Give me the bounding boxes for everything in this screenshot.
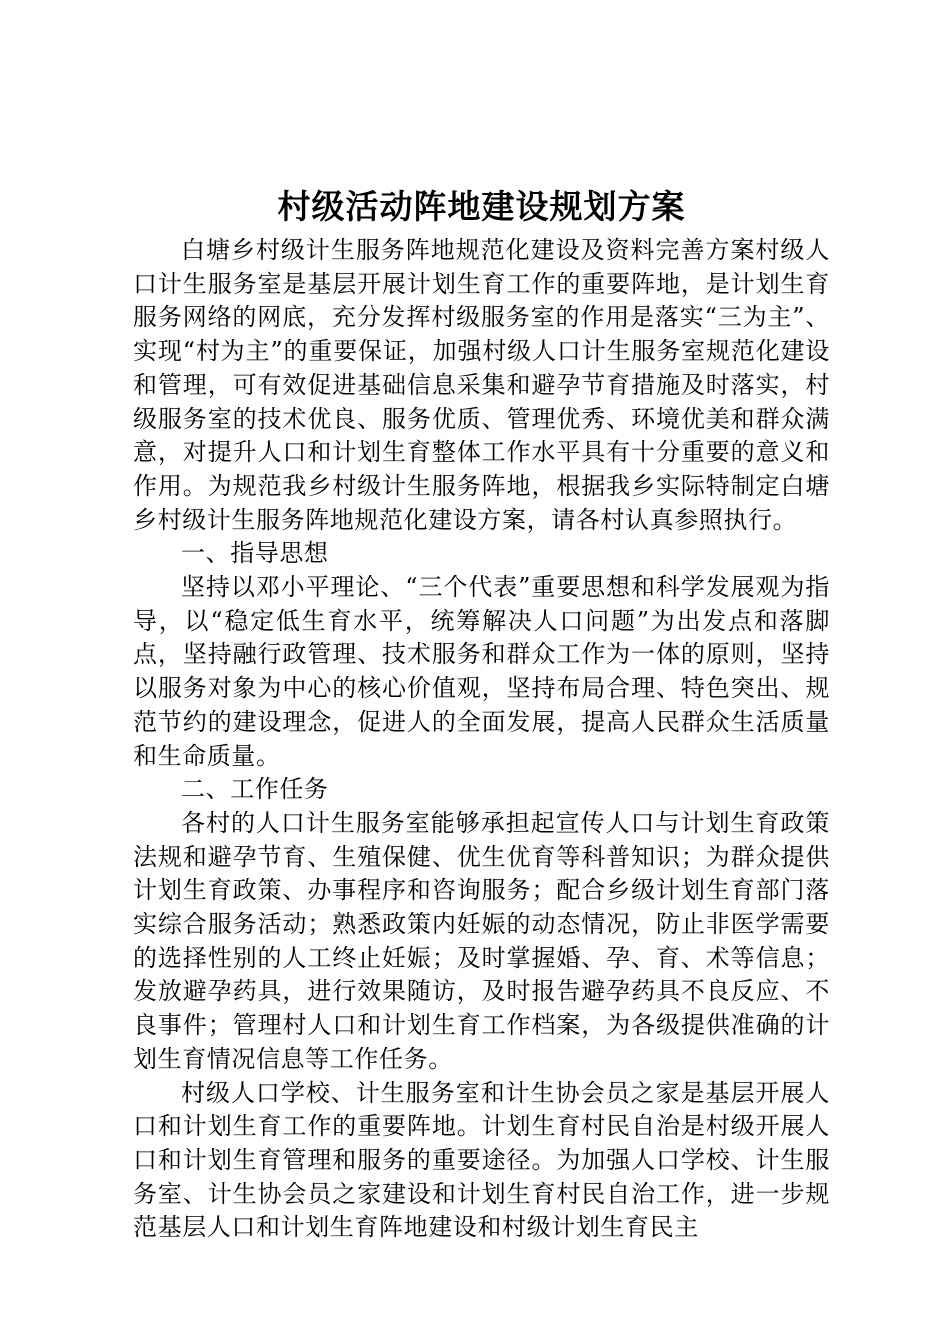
document-page [133, 182, 830, 1245]
section-heading-guiding-ideology: 一、指导思想 [181, 539, 329, 568]
paragraph-work-tasks: 各村的人口计生服务室能够承担起宣传人口与计划生育政策法规和避孕节育、生殖保健、优生优育等科普知识；为群众提供计划生育政策、办事程序和咨询服务；配合乡级计划生育部门落实综合服务活动；熟悉政策内妊娠的动态情况，防止非医学需要的选择性别的人工终止妊娠；及时掌握婚、孕、育、术等信息；发放避孕药具，进行效果随访，及时报告避孕药具不良反应、不良事件；管理村人口和计划生育工作档案，为各级提供准确的计划生育情况信息等工作任务。 [133, 808, 830, 1073]
section-heading-work-tasks: 二、工作任务 [181, 775, 329, 804]
paragraph-intro: 白塘乡村级计生服务阵地规范化建设及资料完善方案村级人口计生服务室是基层开展计划生育工作的重要阵地，是计划生育服务网络的网底，充分发挥村级服务室的作用是落实“三为主”、实现“村为主”的重要保证，加强村级人口计生服务室规范化建设和管理，可有效促进基础信息采集和避孕节育措施及时落实，村级服务室的技术优良、服务优质、管理优秀、环境优美和群众满意，对提升人口和计划生育整体工作水平具有十分重要的意义和作用。为规范我乡村级计生服务阵地，根据我乡实际特制定白塘乡村级计生服务阵地规范化建设方案，请各村认真参照执行。 [133, 236, 830, 534]
paragraph-village-positions: 村级人口学校、计生服务室和计生协会员之家是基层开展人口和计划生育工作的重要阵地。计划生育村民自治是村级开展人口和计划生育管理和服务的重要途径。为加强人口学校、计生服务室、计生协会员之家建设和计划生育村民自治工作，进一步规范基层人口和计划生育阵地建设和村级计划生育民主 [133, 1078, 830, 1242]
paragraph-guiding-ideology: 坚持以邓小平理论、“三个代表”重要思想和科学发展观为指导，以“稳定低生育水平，统筹解决人口问题”为出发点和落脚点，坚持融行政管理、技术服务和群众工作为一体的原则，坚持以服务对象为中心的核心价值观，坚持布局合理、特色突出、规范节约的建设理念，促进人的全面发展，提高人民群众生活质量和生命质量。 [133, 573, 830, 770]
document-title: 村级活动阵地建设规划方案 [277, 187, 686, 226]
